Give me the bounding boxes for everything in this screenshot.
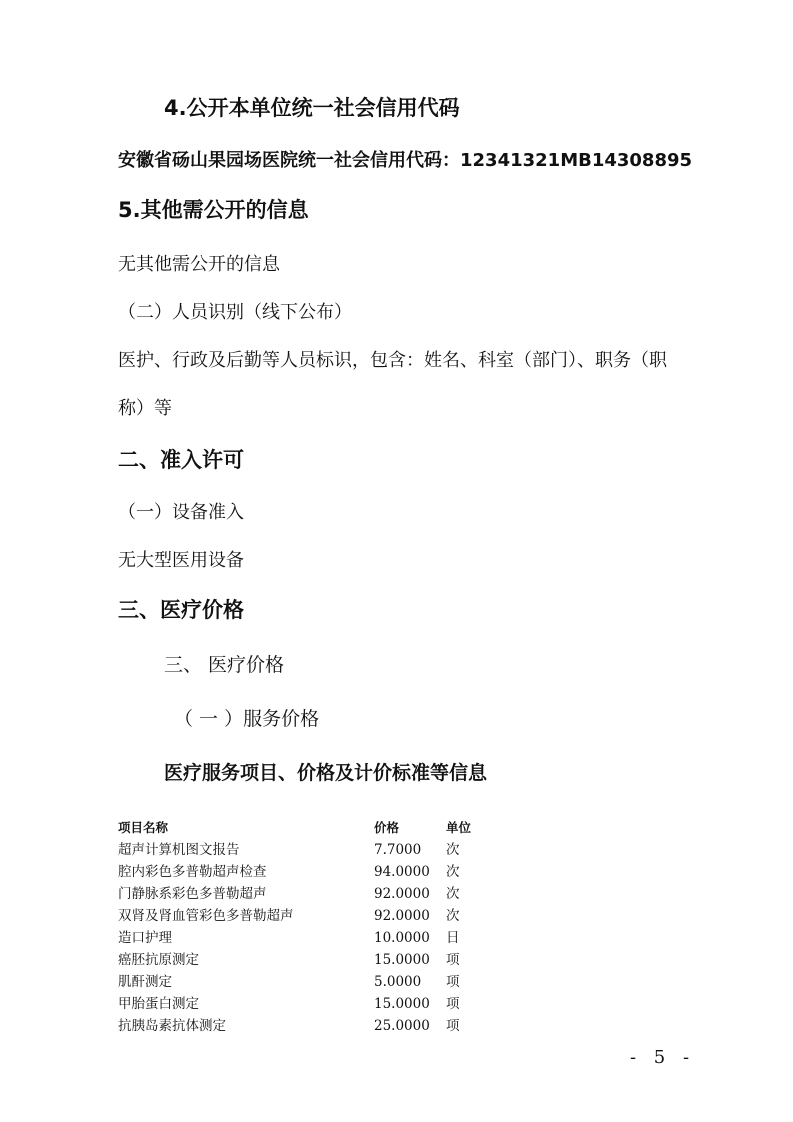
item-unit: 项: [446, 996, 460, 1012]
item-price: 10.0000: [374, 930, 430, 946]
item-name: 腔内彩色多普勒超声检查: [118, 864, 267, 880]
price-table-header: [118, 817, 518, 839]
table-row: [118, 861, 518, 883]
table-row: [118, 971, 518, 993]
equipment-body: 无大型医用设备: [118, 550, 244, 571]
item-price: 5.0000: [374, 974, 422, 990]
price-title: 三、医疗价格: [118, 598, 244, 622]
table-title: 医疗服务项目、价格及计价标准等信息: [164, 762, 488, 784]
item-unit: 日: [446, 930, 460, 946]
item-unit: 次: [446, 864, 460, 880]
table-row: [118, 1015, 518, 1037]
item-price: 15.0000: [374, 952, 430, 968]
item-name: 门静脉系彩色多普勒超声: [118, 886, 267, 902]
item-price: 94.0000: [374, 864, 430, 880]
section5-title: 5.其他需公开的信息: [118, 198, 309, 222]
price-table: [118, 817, 518, 1037]
table-row: [118, 905, 518, 927]
item-name: 超声计算机图文报告: [118, 842, 240, 858]
item-price: 25.0000: [374, 1018, 430, 1034]
header-unit: 单位: [446, 820, 472, 835]
item-unit: 项: [446, 1018, 460, 1034]
table-row: [118, 883, 518, 905]
item-price: 92.0000: [374, 908, 430, 924]
service-price-heading: （ 一 ）服务价格: [174, 708, 320, 730]
table-row: [118, 927, 518, 949]
personnel-heading: （二）人员识别（线下公布）: [118, 302, 352, 323]
item-unit: 项: [446, 974, 460, 990]
table-row: [118, 839, 518, 861]
item-price: 15.0000: [374, 996, 430, 1012]
item-unit: 次: [446, 842, 460, 858]
section4-title: 4.公开本单位统一社会信用代码: [164, 96, 460, 120]
item-name: 癌胚抗原测定: [118, 952, 199, 968]
section5-body: 无其他需公开的信息: [118, 254, 280, 275]
item-name: 肌酐测定: [118, 974, 172, 990]
header-name: 项目名称: [118, 820, 169, 835]
personnel-body-line1: 医护、行政及后勤等人员标识，包含：姓名、科室（部门）、职务（职: [118, 350, 667, 371]
item-unit: 次: [446, 886, 460, 902]
item-unit: 项: [446, 952, 460, 968]
item-name: 造口护理: [118, 930, 172, 946]
header-price: 价格: [374, 820, 400, 835]
credit-code-line: 安徽省砀山果园场医院统一社会信用代码：12341321MB14308895: [118, 150, 693, 171]
item-name: 双肾及肾血管彩色多普勒超声: [118, 908, 294, 924]
table-row: [118, 949, 518, 971]
item-name: 甲胎蛋白测定: [118, 996, 199, 1012]
table-row: [118, 993, 518, 1015]
item-name: 抗胰岛素抗体测定: [118, 1018, 226, 1034]
personnel-body-line2: 称）等: [118, 398, 172, 419]
equipment-heading: （一）设备准入: [118, 502, 244, 523]
item-price: 92.0000: [374, 886, 430, 902]
item-unit: 次: [446, 908, 460, 924]
access-title: 二、准入许可: [118, 448, 244, 472]
price-subtitle: 三、 医疗价格: [164, 654, 285, 676]
page-number: - 5 -: [630, 1047, 696, 1068]
item-price: 7.7000: [374, 842, 422, 858]
